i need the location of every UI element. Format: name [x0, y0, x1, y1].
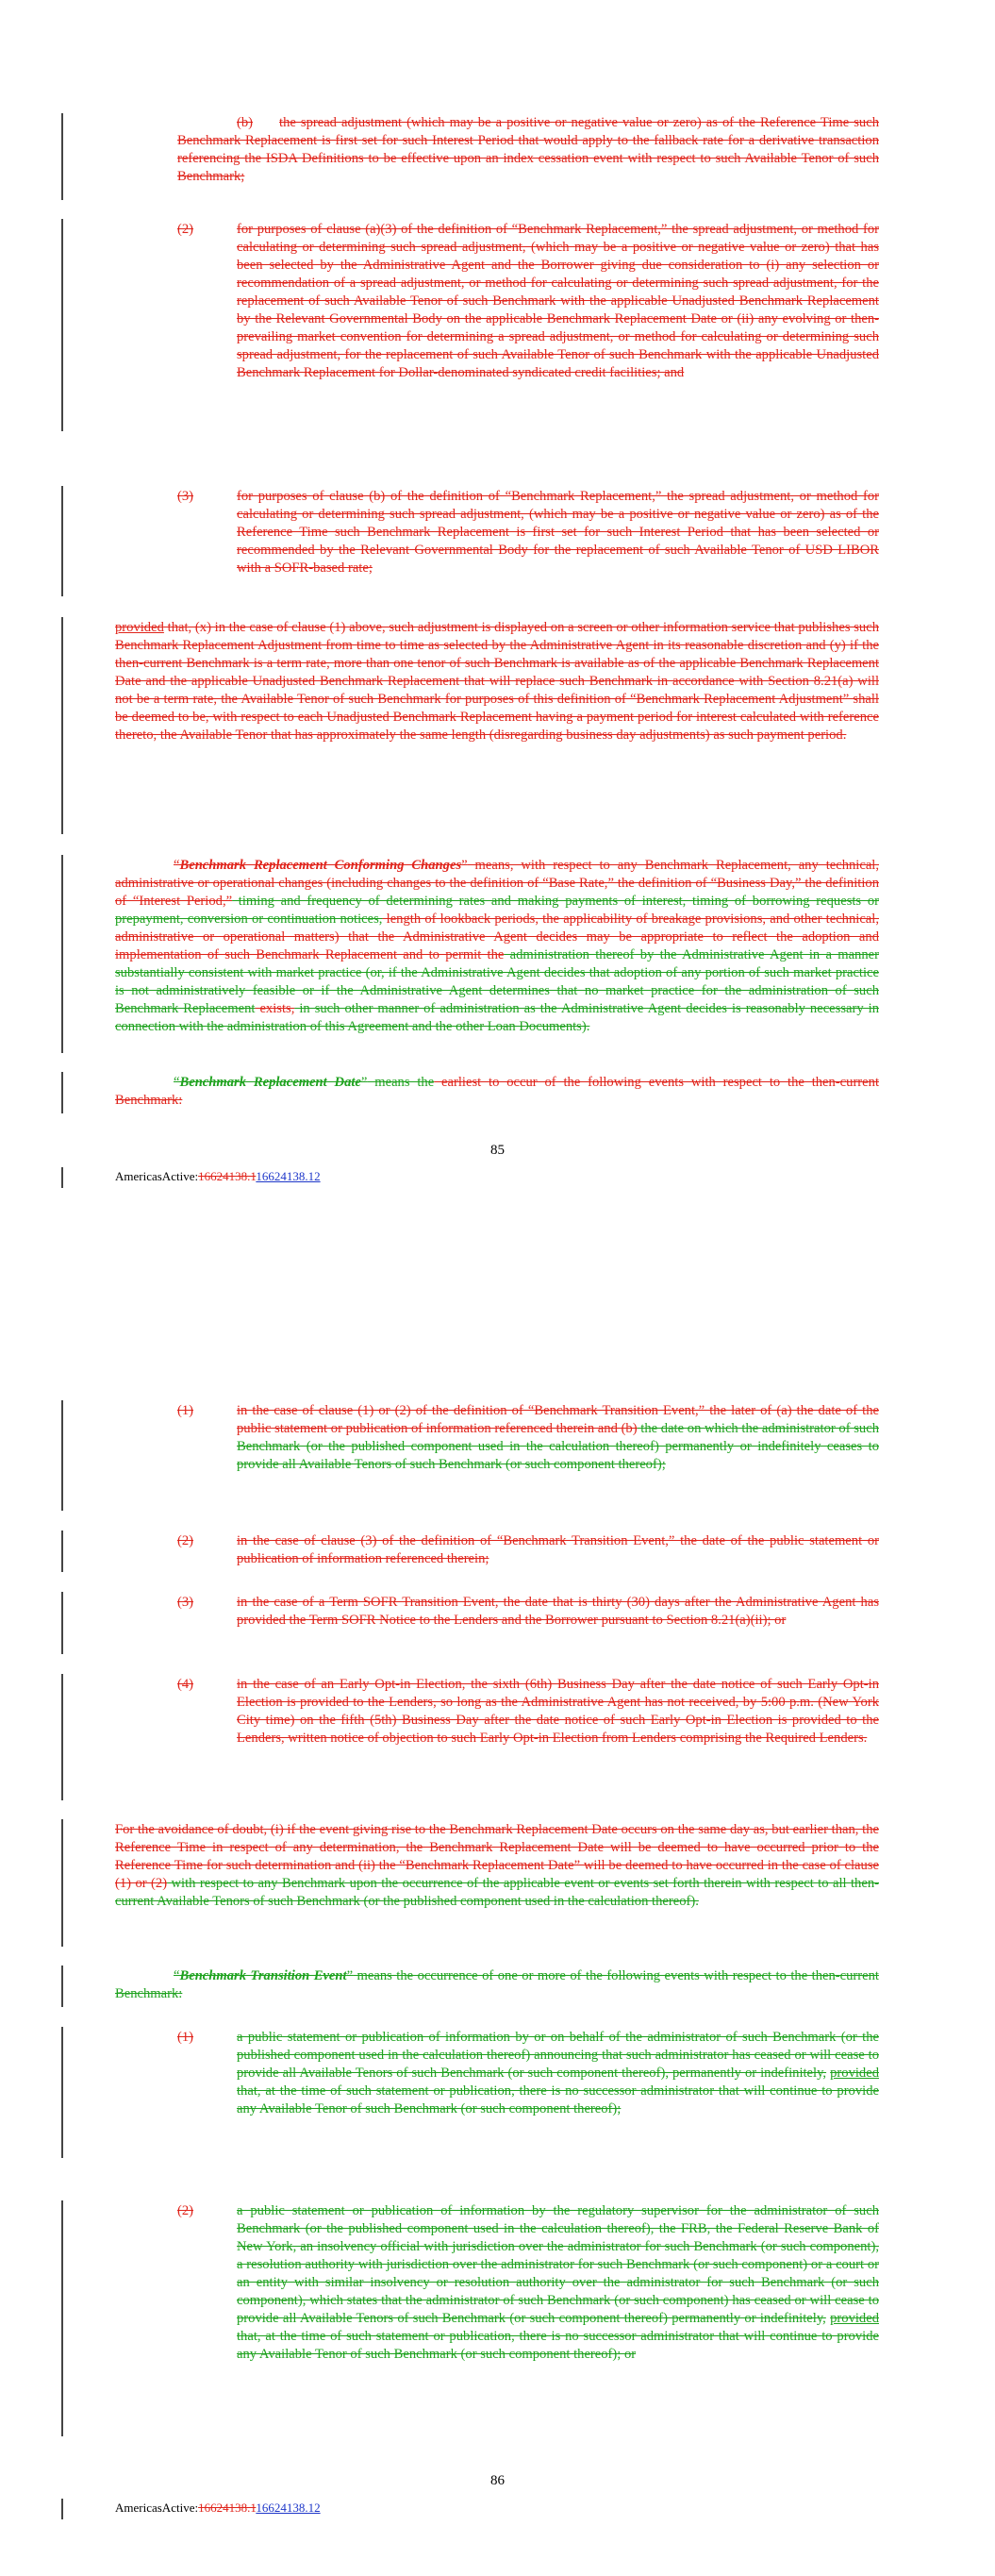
item-3-label: (3) [177, 1595, 194, 1610]
item-1-text: in the case of clause (1) or (2) of the definition of “Benchmark Transition Event,” the later of (a) the date of the public statement or publication of information referenced therein and (b) the date on which the administrator of such Benchmark (or the published component used in the calculation thereof) permanently or indefinitely ceases to provide all Available Tenors of such Benchmark (or such component thereof); [237, 1403, 879, 1472]
change-bar [61, 1819, 63, 1947]
change-bar [61, 113, 63, 200]
change-bar [61, 1531, 63, 1572]
change-bar [61, 1400, 63, 1511]
event-2-text: a public statement or publication of information by the regulatory supervisor for the administrator of such Benchmark (or the published component used in the calculation thereof), the FRB, the Federal Reserve Bank of New York, an insolvency official with jurisdiction over the administrator for such Benchmark (or such component), a resolution authority with jurisdiction over the administrator for such Benchmark (or such component) or a court or an entity with similar insolvency or resolution authority over the administrator for such Benchmark (or such component), which states that the administrator of such Benchmark (or such component) has ceased or will cease to provide all Available Tenors of such Benchmark (or such component thereof) permanently or indefinitely, provided that, at the time of such statement or publication, there is no successor administrator that will continue to provide any Available Tenor of such Benchmark (or such component thereof); or [237, 2203, 879, 2362]
change-bar [61, 219, 63, 431]
change-bar [61, 1965, 63, 2007]
item-3-text: for purposes of clause (b) of the definition of “Benchmark Replacement,” the spread adjustment, or method for calculating or determining such spread adjustment, (which may be a positive or negative value or zero) as of the Reference Time such Benchmark Replacement is first set for such Interest Period that has been selected or recommended by the Relevant Governmental Body for the replacement of such Available Tenor of USD LIBOR with a SOFR-based rate; [237, 489, 879, 576]
event-1-label: (1) [177, 2030, 194, 2045]
item-1-label: (1) [177, 1403, 194, 1418]
provided-paragraph: provided that, (x) in the case of clause (1) above, such adjustment is displayed on a screen or other information service that publishes such Benchmark Replacement Adjustment from time to time as selected by the Administrative Agent in its reasonable discretion and (y) if the then-current Benchmark is a term rate, more than one tenor of such Benchmark is available as of the applicable Benchmark Replacement Date and the applicable Unadjusted Benchmark Replacement that will replace such Benchmark in accordance with Section 8.21(a) will not be a term rate, the Available Tenor of such Benchmark for purposes of this definition of “Benchmark Replacement Adjustment” shall be deemed to be, with respect to each Unadjusted Benchmark Replacement having a payment period for interest calculated with reference thereto, the Available Tenor that has approximately the same length (disregarding business day adjustments) as such payment period. [115, 620, 879, 743]
item-2-text: in the case of clause (3) of the definition of “Benchmark Transition Event,” the date of the public statement or publication of information referenced therein; [237, 1533, 879, 1566]
change-bar [61, 2200, 63, 2436]
item-4-label: (4) [177, 1677, 194, 1692]
change-bar [61, 2027, 63, 2158]
change-bar [61, 486, 63, 596]
paragraph-b-body: the spread adjustment (which may be a positive or negative value or zero) as of the Reference Time such Benchmark Replacement is first set for such Interest Period that would apply to the fallback rate for a derivative transaction referencing the ISDA Definitions to be effective upon an index cessation event with respect to such Available Tenor of such Benchmark; [177, 115, 879, 184]
item-2-label: (2) [177, 222, 194, 237]
event-1-text: a public statement or publication of information by or on behalf of the administrator of such Benchmark (or the published component used in the calculation thereof) announcing that such administrator has ceased or will cease to provide all Available Tenors of such Benchmark (or such component thereof), permanently or indefinitely, provided that, at the time of such statement or publication, there is no successor administrator that will continue to provide any Available Tenor of such Benchmark (or such component thereof); [237, 2030, 879, 2116]
change-bar [61, 1674, 63, 1800]
item-4-text: in the case of an Early Opt-in Election, the sixth (6th) Business Day after the date notice of such Early Opt-in Election is provided to the Lenders, so long as the Administrative Agent has not received, by 5:00 p.m. (New York City time) on the fifth (5th) Business Day after the date notice of such Early Opt-in Election is provided to the Lenders, written notice of objection to such Early Opt-in Election from Lenders comprising the Required Lenders. [237, 1677, 879, 1746]
page-86 [0, 1387, 995, 2576]
item-2-text: for purposes of clause (a)(3) of the definition of “Benchmark Replacement,” the spread adjustment, or method for calculating or determining such spread adjustment, (which may be a positive or negative value or zero) that has been selected by the Administrative Agent and the Borrower giving due consideration to (i) any selection or recommendation of a spread adjustment, or method for calculating or determining such spread adjustment, for the replacement of such Available Tenor of such Benchmark with the applicable Unadjusted Benchmark Replacement by the Relevant Governmental Body on the applicable Benchmark Replacement Date or (ii) any evolving or then-prevailing market convention for determining a spread adjustment, or method for calculating or determining such spread adjustment, for the replacement of such Available Tenor of such Benchmark with the applicable Unadjusted Benchmark Replacement for Dollar-denominated syndicated credit facilities; and [237, 222, 879, 380]
change-bar [61, 2499, 63, 2519]
footer-doc-id: AmericasActive:16624138.116624138.12 [115, 1169, 321, 1183]
change-bar [61, 855, 63, 1053]
defined-term: Benchmark Transition Event [179, 1968, 347, 1983]
item-3-label: (3) [177, 489, 194, 504]
definition-benchmark-replacement-date: “Benchmark Replacement Date” means the earliest to occur of the following events with respect to the then-current Benchmark: [115, 1075, 879, 1108]
change-bar [61, 1167, 63, 1188]
footer-doc-id: AmericasActive:16624138.116624138.12 [115, 2501, 321, 2515]
page-number: 86 [490, 2473, 505, 2488]
definition-benchmark-replacement-conforming-changes: “Benchmark Replacement Conforming Changes” means, with respect to any Benchmark Replacement, any technical, administrative or operational changes (including changes to the definition of “Base Rate,” the definition of “Business Day,” the definition of “Interest Period,” timing and frequency of determining rates and making payments of interest, timing of borrowing requests or prepayment, conversion or continuation notices, length of lookback periods, the applicability of breakage provisions, and other technical, administrative or operational matters) that the Administrative Agent decides may be appropriate to reflect the adoption and implementation of such Benchmark Replacement and to permit the administration thereof by the Administrative Agent in a manner substantially consistent with market practice (or, if the Administrative Agent decides that adoption of any portion of such market practice is not administratively feasible or if the Administrative Agent determines that no market practice for the administration of such Benchmark Replacement exists, in such other manner of administration as the Administrative Agent decides is reasonably necessary in connection with the administration of this Agreement and the other Loan Documents). [115, 858, 880, 1034]
event-2-label: (2) [177, 2203, 194, 2218]
change-bar [61, 1592, 63, 1654]
paragraph-b-text [177, 114, 879, 186]
definition-benchmark-transition-event: “Benchmark Transition Event” means the occurrence of one or more of the following events with respect to the then-current Benchmark: [115, 1968, 879, 2001]
defined-term: Benchmark Replacement Conforming Changes [179, 858, 462, 873]
item-3-text: in the case of a Term SOFR Transition Event, the date that is thirty (30) days after the Administrative Agent has provided the Term SOFR Notice to the Lenders and the Borrower pursuant to Section 8.21(a)(ii); or [237, 1595, 879, 1628]
page-85 [0, 0, 995, 1227]
page-number: 85 [490, 1143, 505, 1158]
change-bar [61, 1072, 63, 1113]
item-2-label: (2) [177, 1533, 194, 1548]
avoidance-of-doubt-paragraph: For the avoidance of doubt, (i) if the event giving rise to the Benchmark Replacement Date occurs on the same day as, but earlier than, the Reference Time in respect of any determination, the Benchmark Replacement Date will be deemed to have occurred prior to the Reference Time for such determination and (ii) the “Benchmark Replacement Date” will be deemed to have occurred in the case of clause (1) or (2) with respect to any Benchmark upon the occurrence of the applicable event or events set forth therein with respect to all then-current Available Tenors of such Benchmark (or the published component used in the calculation thereof). [115, 1822, 879, 1909]
paragraph-b-label: (b) [237, 115, 254, 130]
defined-term: Benchmark Replacement Date [179, 1075, 361, 1090]
change-bar [61, 617, 63, 834]
